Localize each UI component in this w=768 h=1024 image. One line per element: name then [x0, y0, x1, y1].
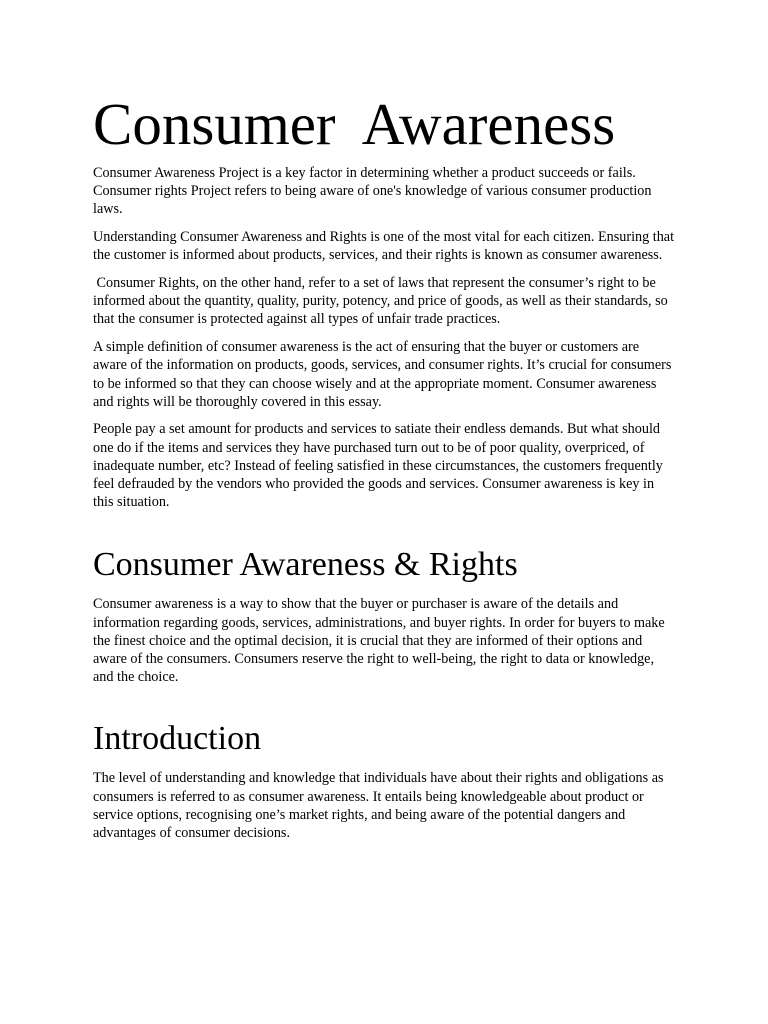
- intro-block: [93, 164, 678, 511]
- intro-paragraph-2: Understanding Consumer Awareness and Rights is one of the most vital for each citizen. Ensuring that the customer is informed about products, services, and their rights is known as consumer awareness.: [93, 229, 678, 264]
- intro-paragraph-3: Consumer Rights, on the other hand, refer to a set of laws that represent the consumer’s right to be informed about the quantity, quality, purity, potency, and price of goods, as well as their standards, so that the consumer is protected against all types of unfair trade practices.: [93, 275, 672, 328]
- intro-paragraph-4: A simple definition of consumer awareness is the act of ensuring that the buyer or customers are aware of the information on products, goods, services, and consumer rights. It’s crucial for consumers to be informed so that they can choose wisely and at the appropriate moment. Consumer awareness and rights will be thoroughly covered in this essay.: [93, 339, 675, 410]
- section-paragraph: Consumer awareness is a way to show that the buyer or purchaser is aware of the details and information regarding goods, services, administrations, and buyer rights. In order for buyers to make the finest choice and the optimal decision, it is crucial that they are informed of their options and aware of the consumers. Consumers reserve the right to well-being, the right to data or knowledge, and the choice.: [93, 596, 669, 686]
- document-title: Consumer Awareness: [93, 91, 616, 157]
- section-heading: Introduction: [93, 720, 262, 758]
- section-paragraph: The level of understanding and knowledge that individuals have about their rights and obligations as consumers is referred to as consumer awareness. It entails being knowledgeable about product or service options, recognising one’s market rights, and being aware of the potential dangers and advantages of consumer decisions.: [93, 770, 668, 842]
- section-consumer-awareness-rights: [93, 545, 675, 686]
- intro-paragraph-5: People pay a set amount for products and services to satiate their endless demands. But what should one do if the items and services they have purchased turn out to be of poor quality, overpriced, of inadequate number, etc? Instead of feeling satisfied in these circumstances, the customers frequently feel defrauded by the vendors who provided the goods and services. Consumer awareness is key in this situation.: [93, 421, 667, 511]
- document-page: [93, 86, 678, 852]
- intro-paragraph-1: Consumer Awareness Project is a key factor in determining whether a product succeeds or fails. Consumer rights Project refers to being aware of one's knowledge of various consumer production laws.: [93, 165, 656, 218]
- section-heading: Consumer Awareness & Rights: [93, 546, 518, 584]
- section-introduction: [93, 719, 675, 842]
